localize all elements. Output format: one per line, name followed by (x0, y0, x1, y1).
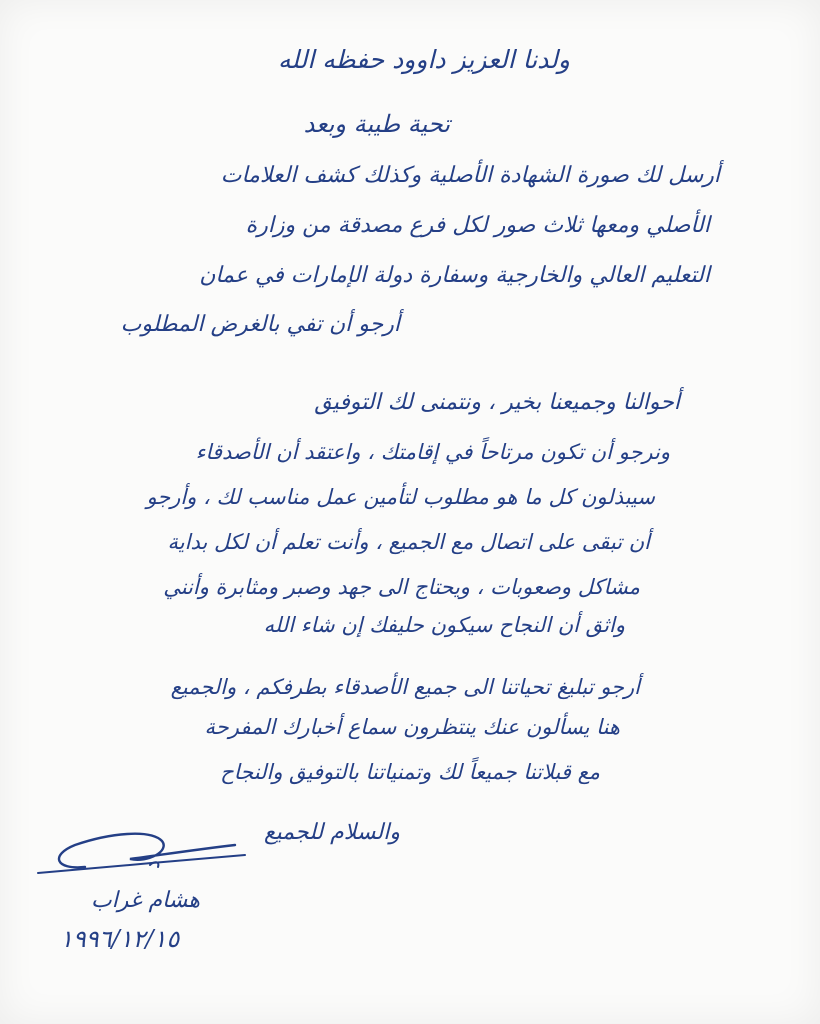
letter-closing: والسلام للجميع (263, 820, 400, 845)
paragraph-2-line-5: مشاكل وصعوبات ، ويحتاج الى جهد وصبر ومثابرة وأنني (163, 575, 640, 599)
paragraph-2-line-1: أحوالنا وجميعنا بخير ، ونتمنى لك التوفيق (314, 390, 680, 415)
letter-greeting: تحية طيبة وبعد (303, 110, 450, 138)
paragraph-2-line-6: واثق أن النجاح سيكون حليفك إن شاء الله (263, 613, 625, 637)
letter-date: ١٩٩٦/١٢/١٥ (60, 925, 180, 953)
paragraph-1-line-3: التعليم العالي والخارجية وسفارة دولة الإمارات في عمان (199, 263, 710, 288)
paragraph-2-line-3: سيبذلون كل ما هو مطلوب لتأمين عمل مناسب لك ، وأرجو (146, 485, 655, 509)
paragraph-1-line-4: أرجو أن تفي بالغرض المطلوب (120, 312, 400, 337)
handwritten-signature (30, 815, 260, 895)
paragraph-2-line-2: ونرجو أن تكون مرتاحاً في إقامتك ، واعتقد أن الأصدقاء (195, 440, 670, 464)
paragraph-1-line-1: أرسل لك صورة الشهادة الأصلية وكذلك كشف العلامات (220, 163, 720, 188)
paragraph-3-line-1: أرجو تبليغ تحياتنا الى جميع الأصدقاء بطرفكم ، والجميع (170, 675, 640, 699)
paragraph-2-line-4: أن تبقى على اتصال مع الجميع ، وأنت تعلم أن لكل بداية (167, 530, 650, 554)
paragraph-3-line-2: هنا يسألون عنك ينتظرون سماع أخبارك المفرحة (204, 715, 620, 739)
letter-salutation: ولدنا العزيز داوود حفظه الله (278, 45, 570, 74)
paragraph-1-line-2: الأصلي ومعها ثلاث صور لكل فرع مصدقة من وزارة (245, 213, 710, 238)
signer-name: هشام غراب (90, 888, 200, 913)
paragraph-3-line-3: مع قبلاتنا جميعاً لك وتمنياتنا بالتوفيق والنجاح (220, 760, 600, 784)
